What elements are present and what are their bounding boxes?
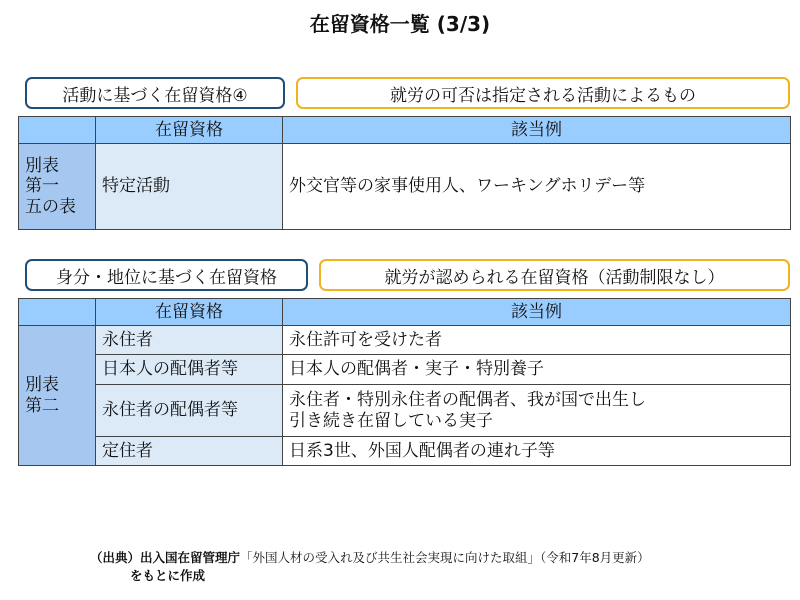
status-example: 永住者・特別永住者の配偶者、我が国で出生し 引き続き在留している実子 [283, 385, 791, 437]
table-row [19, 385, 791, 437]
status-name: 日本人の配偶者等 [96, 355, 283, 385]
table-row [19, 437, 791, 466]
section1-header-status: 在留資格 [96, 117, 283, 144]
section1-note-text: 就労の可否は指定される活動によるもの [390, 85, 696, 106]
status-name: 永住者の配偶者等 [96, 385, 283, 437]
status-example: 日本人の配偶者・実子・特別養子 [283, 355, 791, 385]
status-name: 永住者 [96, 326, 283, 355]
source-line2: をもとに作成 [130, 568, 206, 584]
status-name: 定住者 [96, 437, 283, 466]
section2-header-blank [19, 299, 96, 326]
section2-note-text: 就労が認められる在留資格（活動制限なし） [384, 267, 725, 288]
section1-table [18, 116, 791, 230]
table-row [19, 144, 791, 230]
section1-header-blank [19, 117, 96, 144]
section2-header-status: 在留資格 [96, 299, 283, 326]
section2-header-example: 該当例 [283, 299, 791, 326]
status-name: 特定活動 [96, 144, 283, 230]
section2-category: 別表 第二 [19, 326, 96, 466]
section1-header-example: 該当例 [283, 117, 791, 144]
source-citation: 「外国人材の受入れ及び共生社会実現に向けた取組」（令和7年8月更新） [240, 550, 650, 565]
table-row [19, 355, 791, 385]
section2-table [18, 298, 791, 466]
section1-label-text: 活動に基づく在留資格④ [62, 85, 248, 106]
source-note [90, 549, 650, 585]
status-example: 日系3世、外国人配偶者の連れ子等 [283, 437, 791, 466]
source-prefix: （出典）出入国在留管理庁 [90, 550, 241, 565]
status-example: 外交官等の家事使用人、ワーキングホリデー等 [283, 144, 791, 230]
section1-label [25, 77, 285, 109]
section1-category: 別表 第一 五の表 [19, 144, 96, 230]
section2-label [25, 259, 308, 291]
section2-header-row [19, 299, 791, 326]
section1-header-row [19, 117, 791, 144]
page-title: 在留資格一覧 (3/3) [309, 12, 491, 36]
section1-note [296, 77, 790, 109]
table-row [19, 326, 791, 355]
status-example: 永住許可を受けた者 [283, 326, 791, 355]
section2-note [319, 259, 790, 291]
section2-label-text: 身分・地位に基づく在留資格 [56, 267, 277, 288]
